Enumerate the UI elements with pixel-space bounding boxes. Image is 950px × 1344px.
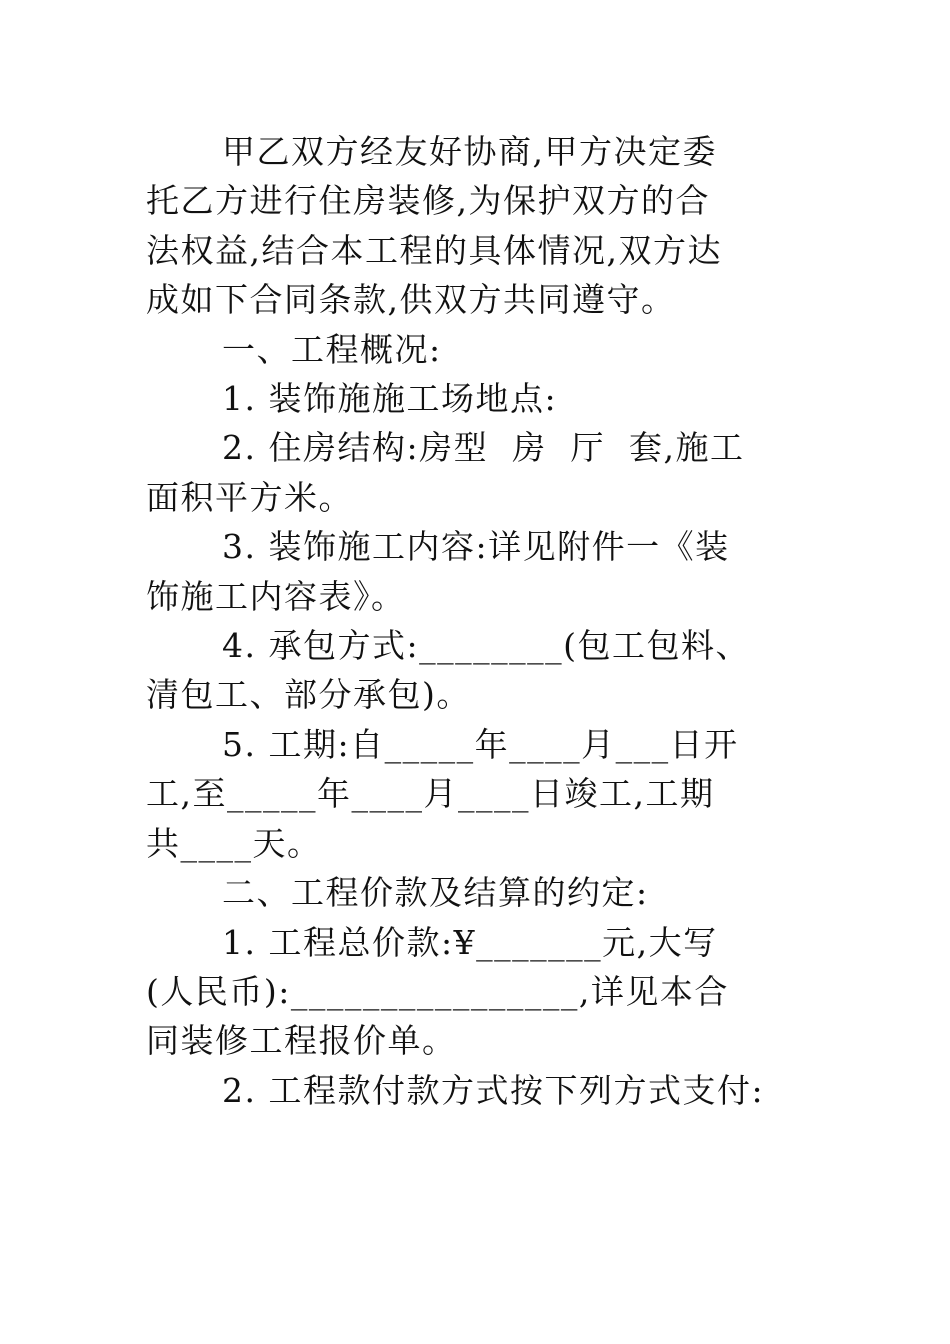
text-line: 共____天。 [146, 823, 322, 863]
text-line: 清包工、部分承包)。 [146, 675, 471, 715]
clause-payment-method [146, 1066, 826, 1115]
text-line: 1. 工程总价款:¥_______元,大写 [222, 922, 718, 962]
section-heading: 一、工程概况: [222, 329, 442, 369]
text-line: (人民币):________________,详见本合 [146, 971, 729, 1011]
clause-total-price [146, 918, 826, 1066]
clause-contract-method [146, 621, 826, 720]
clause-housing-structure [146, 423, 826, 522]
contract-page [146, 127, 826, 1115]
section-heading-project-overview [146, 325, 826, 374]
clause-site-location [146, 374, 826, 423]
text-line: 面积平方米。 [146, 477, 353, 517]
text-line: 3. 装饰施工内容:详见附件一《装 [222, 527, 730, 567]
clause-construction-period [146, 720, 826, 868]
section-heading: 二、工程价款及结算的约定: [222, 873, 649, 913]
text-line: 托乙方进行住房装修,为保护双方的合 [146, 181, 710, 221]
text-line: 4. 承包方式:________(包工包料、 [222, 626, 750, 666]
text-line: 法权益,结合本工程的具体情况,双方达 [146, 230, 722, 270]
text-line: 成如下合同条款,供双方共同遵守。 [146, 280, 676, 320]
text-line: 1. 装饰施施工场地点: [222, 379, 558, 419]
text-line: 同装修工程报价单。 [146, 1021, 457, 1061]
text-line: 饰施工内容表》。 [146, 576, 406, 616]
text-line: 甲乙双方经友好协商,甲方决定委 [222, 132, 717, 171]
text-line: 5. 工期:自_____年____月___日开 [222, 724, 739, 764]
text-line: 工,至_____年____月____日竣工,工期 [146, 774, 715, 814]
text-line: 2. 住房结构:房型 房 厅 套,施工 [222, 428, 745, 468]
intro-paragraph [146, 127, 826, 325]
clause-construction-content [146, 522, 826, 621]
text-line: 2. 工程款付款方式按下列方式支付: [222, 1070, 765, 1110]
section-heading-price-settlement [146, 868, 826, 917]
